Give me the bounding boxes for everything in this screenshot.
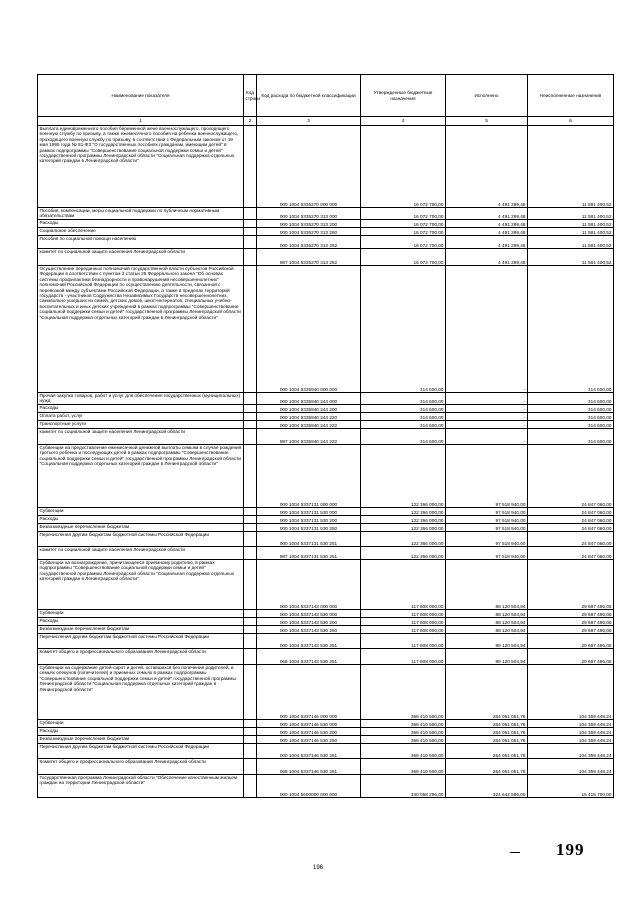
table-cell-approved: 368 410 500,00: [361, 759, 446, 775]
table-cell-line: [244, 649, 257, 665]
table-row: [38, 236, 614, 249]
table-cell-code: 987 1004 5335940 244 222: [257, 429, 361, 445]
table-row: [38, 208, 614, 220]
table-cell-approved: 117 808 000,00: [361, 618, 446, 626]
table-cell-executed: 97 518 940,00: [446, 532, 528, 547]
table-row: [38, 421, 614, 429]
table-cell-executed: 88 120 504,94: [446, 560, 528, 610]
table-cell-approved: 314 500,00: [361, 413, 446, 421]
table-cell-executed: -: [446, 429, 528, 445]
table-cell-name: Государственная программа Ленинградской области "Обеспечение качественным жильем граждан на территории Ленинградской области": [38, 775, 244, 798]
table-cell-executed: 97 518 940,00: [446, 547, 528, 560]
table-cell-executed: 4 491 299,48: [446, 228, 528, 236]
table-cell-name: Расходы: [38, 728, 244, 736]
table-cell-code: 000 1004 5337131 530 251: [257, 532, 361, 547]
table-cell-executed: 4 491 299,48: [446, 208, 528, 220]
table-row: [38, 626, 614, 634]
header-approved: Утвержденные бюджетные назначения: [361, 75, 446, 117]
header-line-code: Код строки: [244, 75, 257, 117]
table-cell-name: Транспортные услуги: [38, 421, 244, 429]
table-cell-name: Перечисления другим бюджетам бюджетной системы Российской Федерации: [38, 532, 244, 547]
table-cell-name: Расходы: [38, 405, 244, 413]
table-cell-unexecuted: 314 500,00: [528, 405, 614, 413]
table-cell-executed: 88 120 504,94: [446, 649, 528, 665]
table-cell-approved: 122 366 000,00: [361, 524, 446, 532]
table-cell-unexecuted: 29 687 495,06: [528, 634, 614, 649]
table-cell-line: [244, 208, 257, 220]
table-cell-unexecuted: 104 359 448,24: [528, 744, 614, 759]
table-cell-name: комитет по социальной защите населения Ленинградской области: [38, 249, 244, 266]
table-cell-approved: 368 410 500,00: [361, 665, 446, 720]
table-cell-name: Выплата единовременного пособия беременной жене военнослужащего, проходящего военную службу по призыву, а также ежемесячного пособия на ребенка военнослужащего, проходящего военную службу по призыву, в соответствии с Федеральным законом от 19 мая 1995 года № 81-ФЗ "О государственных пособиях гражданам, имеющим детей" в рамках подпрограммы "Совершенствование социальной поддержки семьи и детей" государственной программы Ленинградской области "Социальная поддержка отдельных категорий граждан в Ленинградской области": [38, 126, 244, 208]
table-cell-unexecuted: 15 415 700,00: [528, 775, 614, 798]
table-cell-code: 000 1004 5337131 530 200: [257, 516, 361, 524]
table-cell-executed: 264 051 051,76: [446, 720, 528, 728]
table-cell-code: 000 1004 5337131 530 250: [257, 524, 361, 532]
table-cell-approved: 368 410 500,00: [361, 720, 446, 728]
table-row: [38, 220, 614, 228]
table-cell-approved: 340 058 296,00: [361, 775, 446, 798]
table-cell-executed: 4 491 299,48: [446, 236, 528, 249]
table-cell-executed: 97 518 940,00: [446, 508, 528, 516]
table-cell-executed: 88 120 504,94: [446, 618, 528, 626]
table-cell-unexecuted: 104 359 448,24: [528, 736, 614, 744]
table-cell-approved: 122 366 000,00: [361, 445, 446, 508]
table-cell-name: Безвозмездные перечисления бюджетам: [38, 524, 244, 532]
table-cell-name: Субвенции на содержание детей-сирот и детей, оставшихся без попечения родителей, в семьях опекунов (попечителей) и приемных семьях в рамках подпрограммы "Совершенствование социальной поддержки семьи и детей" государственной программы Ленинградской области "Социальная поддержка отдельных категорий граждан в Ленинградской области": [38, 665, 244, 720]
table-cell-executed: 88 120 504,94: [446, 626, 528, 634]
table-cell-code: 000 1004 5337146 530 250: [257, 736, 361, 744]
table-cell-line: [244, 759, 257, 775]
table-cell-line: [244, 736, 257, 744]
table-cell-line: [244, 126, 257, 208]
table-cell-executed: 264 051 051,76: [446, 744, 528, 759]
table-cell-executed: -: [446, 393, 528, 405]
table-cell-unexecuted: 104 359 448,24: [528, 759, 614, 775]
header-row: [38, 75, 614, 117]
table-cell-approved: 117 808 000,00: [361, 560, 446, 610]
table-cell-line: [244, 405, 257, 413]
column-number: 3: [257, 117, 361, 126]
table-cell-name: Пособия, компенсации, меры социальной поддержки по публичным нормативным обязательствам: [38, 208, 244, 220]
table-cell-name: Субвенции на вознаграждение, причитающееся приемному родителю, в рамках подпрограммы "Совершенствование социальной поддержки семьи и детей" государственной программы Ленинградской области "Социальная поддержка отдельных категорий граждан в Ленинградской области": [38, 560, 244, 610]
table-cell-approved: 314 500,00: [361, 266, 446, 393]
table-cell-approved: 16 072 700,00: [361, 236, 446, 249]
table-row: [38, 126, 614, 208]
table-cell-code: 000 1004 5335270 313 200: [257, 220, 361, 228]
table-cell-line: [244, 228, 257, 236]
table-row: [38, 266, 614, 393]
column-number: 6: [528, 117, 614, 126]
table-cell-code: 068 1004 5337146 530 251: [257, 759, 361, 775]
column-number: 2: [244, 117, 257, 126]
table-cell-code: 000 1004 5337143 530 250: [257, 626, 361, 634]
table-cell-executed: -: [446, 405, 528, 413]
table-row: [38, 413, 614, 421]
header-executed: Исполнено: [446, 75, 528, 117]
table-cell-code: 000 1004 5335940 244 000: [257, 393, 361, 405]
table-cell-line: [244, 220, 257, 228]
table-cell-unexecuted: 24 847 060,00: [528, 524, 614, 532]
table-cell-code: 000 1004 5335940 244 200: [257, 405, 361, 413]
table-cell-code: 000 1004 5335270 000 000: [257, 126, 361, 208]
table-cell-name: Субвенции: [38, 508, 244, 516]
table-cell-unexecuted: 29 687 495,06: [528, 610, 614, 618]
table-cell-name: Субвенции: [38, 610, 244, 618]
table-cell-approved: 16 072 700,00: [361, 208, 446, 220]
table-row: [38, 429, 614, 445]
table-cell-unexecuted: 104 359 448,24: [528, 728, 614, 736]
table-cell-line: [244, 610, 257, 618]
column-number: 1: [38, 117, 244, 126]
table-cell-name: Социальное обеспечение: [38, 228, 244, 236]
table-cell-code: 000 1004 5337143 530 251: [257, 634, 361, 649]
table-cell-name: комитет по социальной защите населения Ленинградской области: [38, 547, 244, 560]
table-cell-line: [244, 516, 257, 524]
column-number: 5: [446, 117, 528, 126]
table-cell-code: 000 1004 5337131 000 000: [257, 445, 361, 508]
table-row: [38, 393, 614, 405]
table-row: [38, 405, 614, 413]
table-cell-code: 000 1004 5600000 000 000: [257, 775, 361, 798]
table-cell-executed: 4 491 299,48: [446, 126, 528, 208]
page-number: 196: [313, 865, 324, 871]
table-cell-unexecuted: 29 687 495,06: [528, 649, 614, 665]
table-cell-name: Безвозмездные перечисления бюджетам: [38, 626, 244, 634]
table-cell-approved: 122 366 000,00: [361, 547, 446, 560]
table-cell-line: [244, 393, 257, 405]
table-cell-line: [244, 429, 257, 445]
table-row: [38, 736, 614, 744]
table-cell-line: [244, 524, 257, 532]
table-cell-name: Субвенции: [38, 720, 244, 728]
table-row: [38, 508, 614, 516]
table-row: [38, 618, 614, 626]
table-cell-approved: 368 410 500,00: [361, 736, 446, 744]
table-cell-unexecuted: 11 581 400,52: [528, 126, 614, 208]
table-row: [38, 610, 614, 618]
table-row: [38, 228, 614, 236]
table-cell-name: Осуществление переданных полномочий государственной власти субъектов Российской Федерации в соответствии с пунктом 3 статьи 25 Федерального закона "Об основах системы профилактики безнадзорности и правонарушений несовершеннолетних" полномочий Российской Федерации по осуществлению деятельности, связанной с перевозкой между субъектами Российской Федерации, а также в пределах территорий государств - участников Содружества Независимых Государств несовершеннолетних, самовольно ушедших из семей, детских домов, школ-интернатов, специальных учебно-воспитательных и иных детских учреждений в рамках подпрограммы "Совершенствование социальной поддержки семьи и детей" государственной программы Ленинградской области "Социальная поддержка отдельных категорий граждан в Ленинградской области": [38, 266, 244, 393]
table-cell-line: [244, 249, 257, 266]
table-cell-name: Пособия по социальной помощи населению: [38, 236, 244, 249]
table-cell-line: [244, 547, 257, 560]
table-cell-line: [244, 413, 257, 421]
table-body: [38, 126, 614, 798]
table-cell-code: 000 1004 5335270 313 260: [257, 228, 361, 236]
table-cell-name: Перечисления другим бюджетам бюджетной системы Российской Федерации: [38, 744, 244, 759]
table-row: [38, 560, 614, 610]
table-cell-line: [244, 508, 257, 516]
table-cell-executed: 264 051 051,76: [446, 665, 528, 720]
table-cell-code: 000 1004 5335270 313 000: [257, 208, 361, 220]
table-row: [38, 634, 614, 649]
table-cell-name: Расходы: [38, 220, 244, 228]
table-cell-code: 000 1004 5337143 000 000: [257, 560, 361, 610]
table-cell-name: Перечисления другим бюджетам бюджетной системы Российской Федерации: [38, 634, 244, 649]
table-cell-unexecuted: 314 500,00: [528, 421, 614, 429]
table-cell-line: [244, 665, 257, 720]
table-cell-approved: 368 410 500,00: [361, 744, 446, 759]
table-cell-line: [244, 421, 257, 429]
table-cell-name: Безвозмездные перечисления бюджетам: [38, 736, 244, 744]
table-cell-unexecuted: 29 687 495,06: [528, 560, 614, 610]
table-cell-unexecuted: 24 847 060,00: [528, 516, 614, 524]
table-cell-name: Расходы: [38, 618, 244, 626]
table-cell-unexecuted: 11 581 400,52: [528, 228, 614, 236]
table-cell-approved: 314 500,00: [361, 393, 446, 405]
table-row: [38, 720, 614, 728]
table-cell-executed: 4 491 299,48: [446, 249, 528, 266]
table-row: [38, 445, 614, 508]
table-cell-code: 000 1004 5337146 530 200: [257, 728, 361, 736]
table-cell-unexecuted: 29 687 495,06: [528, 626, 614, 634]
table-cell-approved: 122 366 000,00: [361, 508, 446, 516]
table-cell-approved: 16 072 700,00: [361, 126, 446, 208]
table-cell-approved: 314 500,00: [361, 405, 446, 413]
table-row: [38, 744, 614, 759]
table-cell-unexecuted: 11 581 400,52: [528, 249, 614, 266]
column-number: 4: [361, 117, 446, 126]
table-cell-approved: 117 808 000,00: [361, 610, 446, 618]
table-row: [38, 759, 614, 775]
table-cell-line: [244, 445, 257, 508]
table-cell-code: 000 1004 5335270 313 262: [257, 236, 361, 249]
table-cell-code: 000 1004 5337146 530 000: [257, 720, 361, 728]
table-cell-approved: 314 500,00: [361, 421, 446, 429]
table-cell-unexecuted: 104 359 448,24: [528, 665, 614, 720]
table-cell-line: [244, 634, 257, 649]
table-cell-name: Комитет общего и профессионального образования Ленинградской области: [38, 649, 244, 665]
table-cell-line: [244, 720, 257, 728]
table-cell-unexecuted: 24 847 060,00: [528, 445, 614, 508]
table-cell-code: 000 1004 5335940 000 000: [257, 266, 361, 393]
table-cell-unexecuted: 314 500,00: [528, 266, 614, 393]
table-cell-name: Оплата работ, услуг: [38, 413, 244, 421]
budget-execution-table: [37, 74, 614, 798]
table-cell-line: [244, 728, 257, 736]
table-cell-approved: 16 072 700,00: [361, 220, 446, 228]
column-number-row: [38, 117, 614, 126]
table-cell-line: [244, 236, 257, 249]
table-cell-approved: 314 500,00: [361, 429, 446, 445]
table-cell-unexecuted: 314 500,00: [528, 413, 614, 421]
table-cell-name: Расходы: [38, 516, 244, 524]
table-cell-executed: 4 491 299,48: [446, 220, 528, 228]
table-cell-unexecuted: 24 847 060,00: [528, 547, 614, 560]
header-unexecuted: Неисполненные назначения: [528, 75, 614, 117]
table-cell-approved: 117 808 000,00: [361, 634, 446, 649]
table-cell-approved: 16 072 700,00: [361, 228, 446, 236]
table-cell-code: 000 1004 5337143 530 200: [257, 618, 361, 626]
table-cell-executed: 97 518 940,00: [446, 524, 528, 532]
table-cell-line: [244, 775, 257, 798]
table-cell-code: 000 1004 5335940 244 220: [257, 413, 361, 421]
table-cell-unexecuted: 104 359 448,24: [528, 720, 614, 728]
table-cell-code: 000 1004 5337131 530 000: [257, 508, 361, 516]
table-cell-code: 987 1004 5335270 313 262: [257, 249, 361, 266]
table-cell-unexecuted: 11 581 400,52: [528, 220, 614, 228]
table-cell-unexecuted: 29 687 495,06: [528, 618, 614, 626]
table-row: [38, 775, 614, 798]
table-cell-executed: 324 642 596,00: [446, 775, 528, 798]
table-cell-approved: 16 072 700,00: [361, 249, 446, 266]
table-cell-executed: 97 518 940,00: [446, 516, 528, 524]
table-cell-code: 000 1004 5335940 244 222: [257, 421, 361, 429]
table-cell-approved: 117 808 000,00: [361, 626, 446, 634]
table-row: [38, 516, 614, 524]
table-cell-line: [244, 618, 257, 626]
table-cell-executed: 97 518 940,00: [446, 445, 528, 508]
table-cell-executed: 264 051 051,76: [446, 728, 528, 736]
table-cell-line: [244, 744, 257, 759]
table-row: [38, 547, 614, 560]
table-cell-approved: 368 410 500,00: [361, 728, 446, 736]
table-cell-code: 068 1004 5337143 530 251: [257, 649, 361, 665]
table-cell-line: [244, 626, 257, 634]
table-cell-code: 000 1004 5337143 530 000: [257, 610, 361, 618]
table-cell-unexecuted: 314 500,00: [528, 429, 614, 445]
table-cell-unexecuted: 11 581 400,52: [528, 208, 614, 220]
table-cell-approved: 117 808 000,00: [361, 649, 446, 665]
table-cell-line: [244, 560, 257, 610]
table-cell-executed: 264 051 051,76: [446, 736, 528, 744]
table-cell-executed: 264 051 051,76: [446, 759, 528, 775]
table-row: [38, 524, 614, 532]
table-cell-approved: 122 366 000,00: [361, 516, 446, 524]
table-cell-executed: -: [446, 413, 528, 421]
table-cell-unexecuted: 314 500,00: [528, 393, 614, 405]
dash-mark: [510, 852, 520, 853]
table-cell-executed: 88 120 504,94: [446, 634, 528, 649]
table-cell-code: 987 1004 5337131 530 251: [257, 547, 361, 560]
table-row: [38, 249, 614, 266]
table-cell-line: [244, 266, 257, 393]
table-cell-executed: 88 120 504,94: [446, 610, 528, 618]
table-cell-executed: -: [446, 266, 528, 393]
table-cell-unexecuted: 24 847 060,00: [528, 508, 614, 516]
header-name: Наименование показателя: [38, 75, 244, 117]
stamp-page-number: 199: [556, 840, 585, 859]
table-row: [38, 665, 614, 720]
table-cell-name: комитет по социальной защите населения Ленинградской области: [38, 429, 244, 445]
table-cell-approved: 122 366 000,00: [361, 532, 446, 547]
table-cell-code: 000 1004 5337146 530 251: [257, 744, 361, 759]
table-cell-unexecuted: 24 847 060,00: [528, 532, 614, 547]
table-row: [38, 728, 614, 736]
header-budget-code: Код расхода по бюджетной классификации: [257, 75, 361, 117]
table-row: [38, 532, 614, 547]
table-cell-name: Комитет общего и профессионального образования Ленинградской области: [38, 759, 244, 775]
table-cell-name: Прочая закупка товаров, работ и услуг для обеспечения государственных (муниципальных) нужд: [38, 393, 244, 405]
table-cell-unexecuted: 11 581 400,52: [528, 236, 614, 249]
table-cell-executed: -: [446, 421, 528, 429]
table-cell-name: Субвенции на предоставление ежемесячной денежной выплаты семьям в случае рождения третьего ребенка и последующих детей в рамках подпрограммы "Совершенствование социальной поддержки семьи и детей" государственной программы Ленинградской области "Социальная поддержка отдельных категорий граждан в Ленинградской области": [38, 445, 244, 508]
table-cell-code: 000 1004 5337146 000 000: [257, 665, 361, 720]
table-cell-line: [244, 532, 257, 547]
table-row: [38, 649, 614, 665]
